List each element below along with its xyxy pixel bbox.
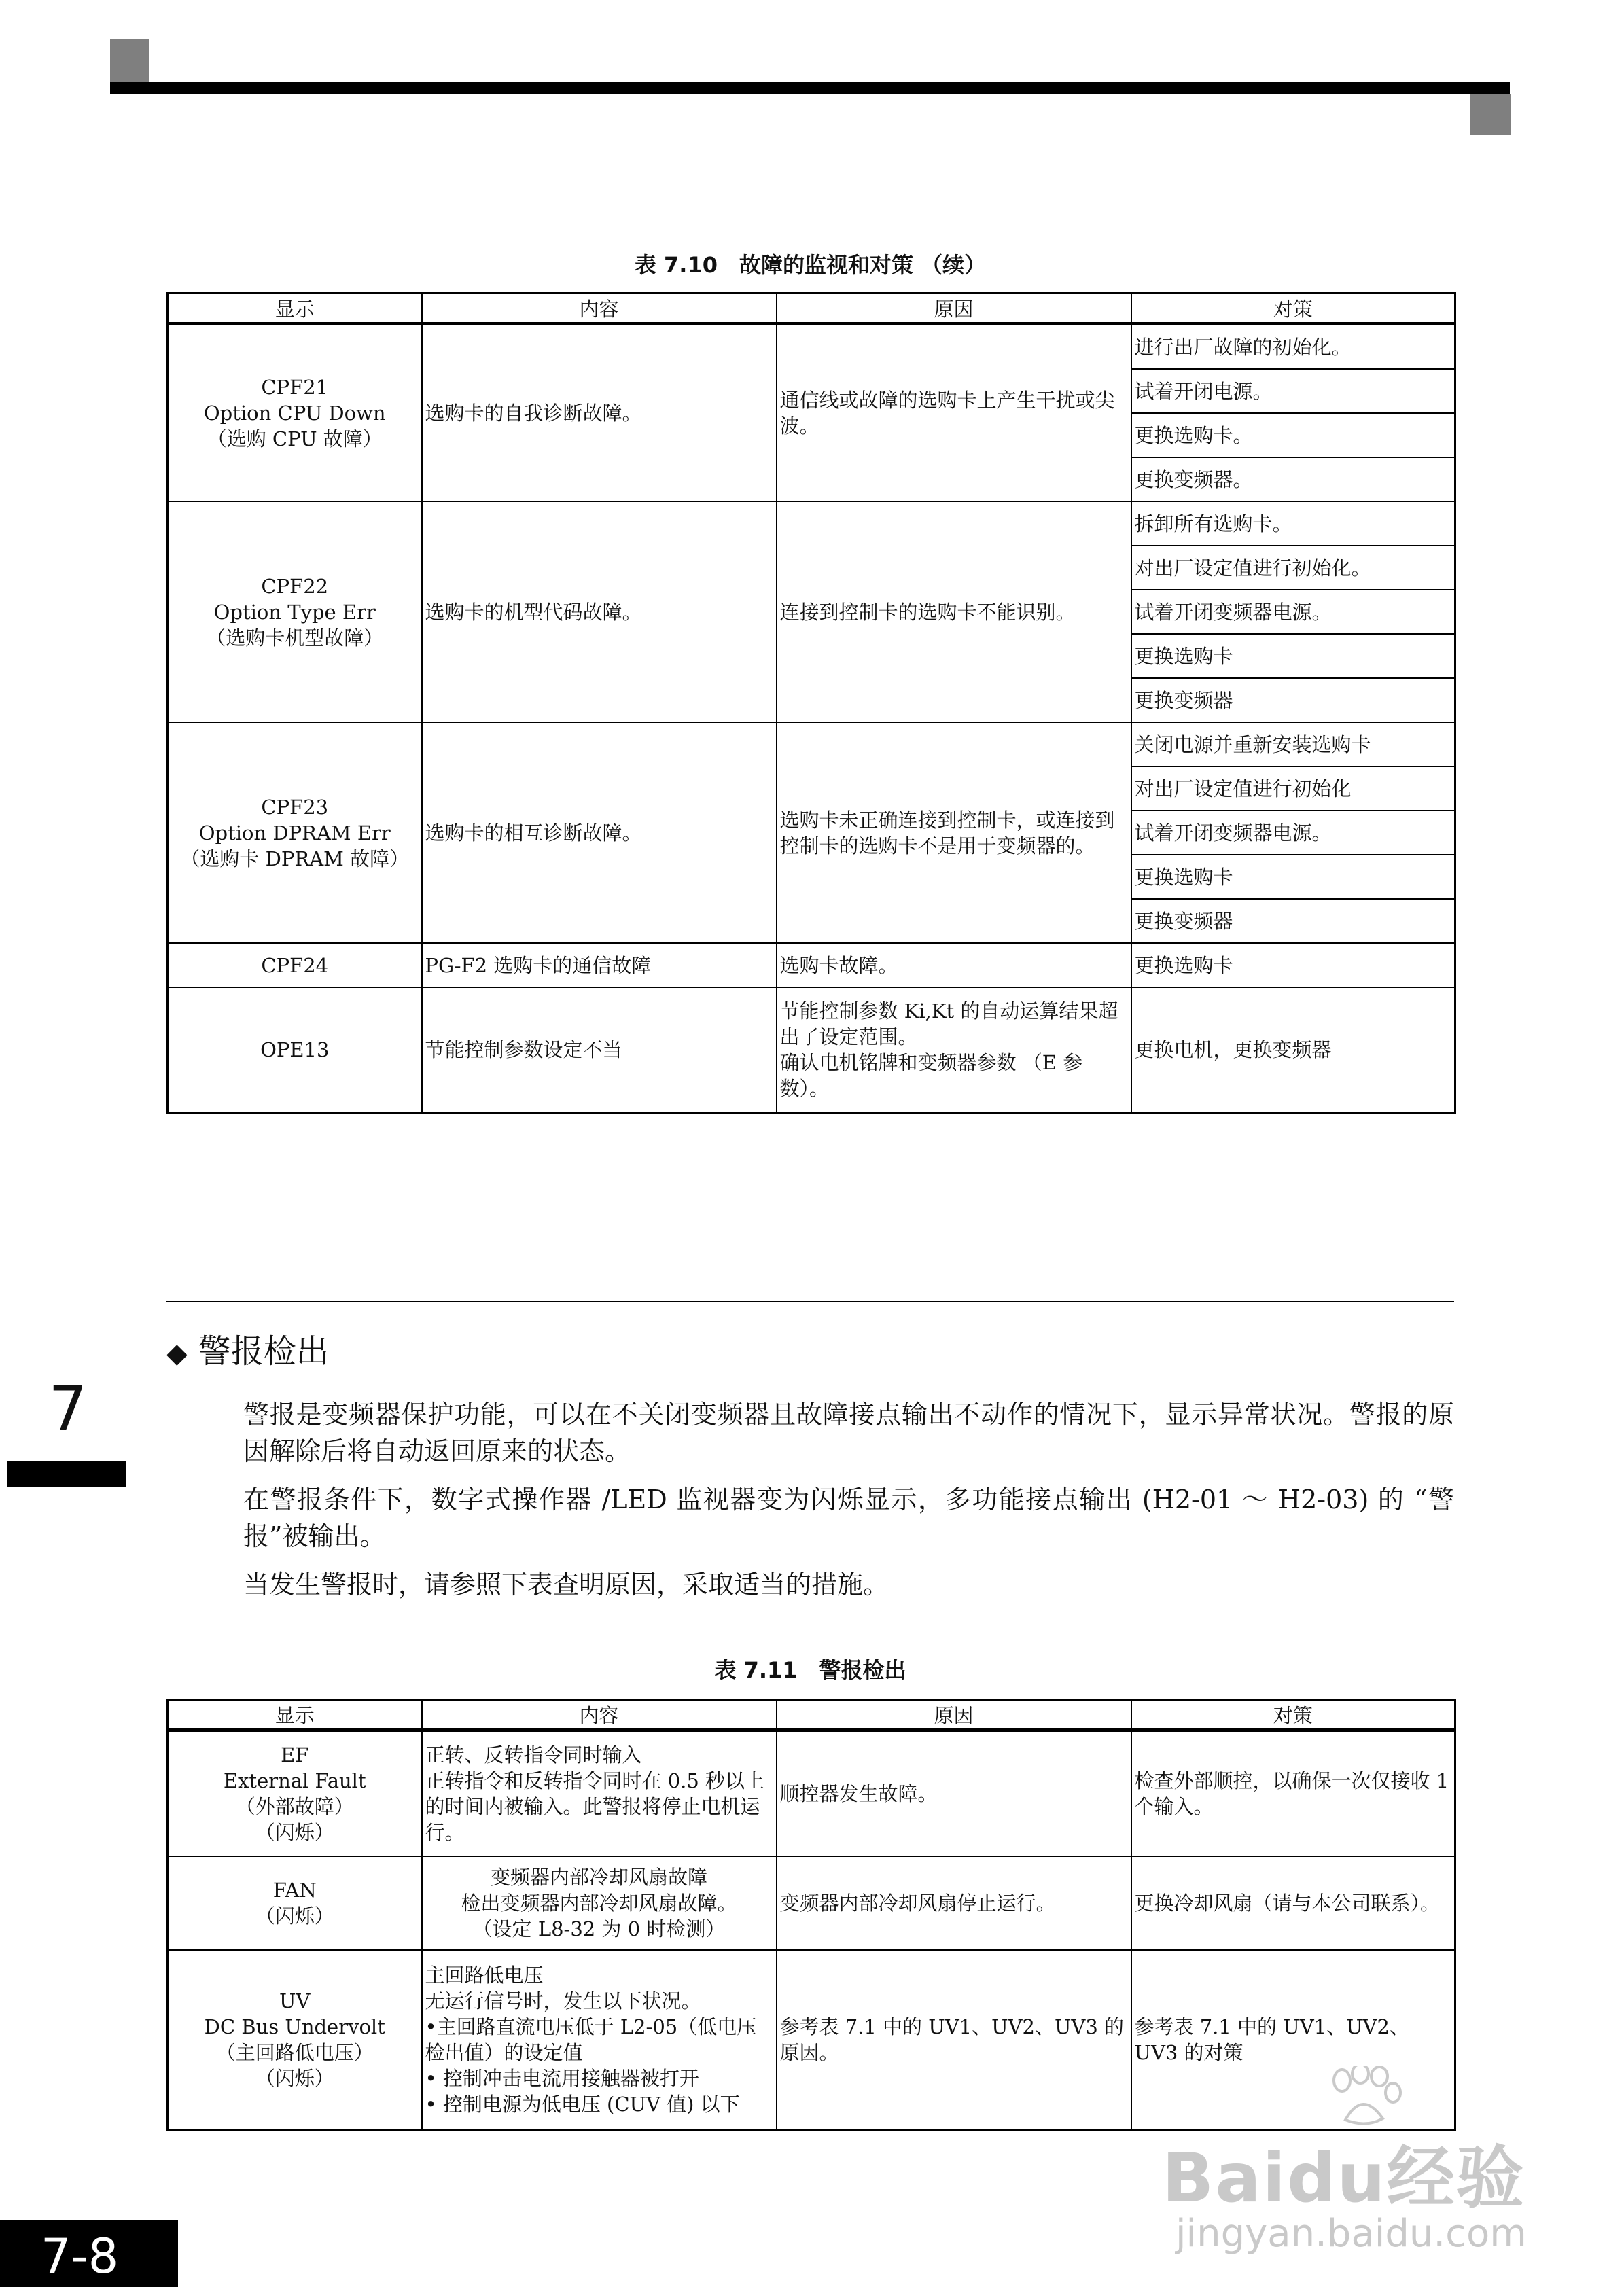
table-row: [168, 943, 1455, 987]
table-710-caption: 表 7.10 故障的监视和对策 （续）: [634, 252, 987, 278]
table-711-header-row: [168, 1700, 1455, 1731]
alarm-code-cell: UV DC Bus Undervolt （主回路低电压） （闪烁）: [168, 1950, 422, 2130]
table-710-header-cause: 原因: [777, 294, 1131, 324]
header-corner-square-right: [1470, 94, 1511, 135]
baidu-jingyan-watermark: [1162, 2066, 1624, 2283]
table-710-header-display: 显示: [168, 294, 422, 324]
fault-measure-cell: 更换选购卡。: [1131, 413, 1455, 457]
fault-cause-cell: 通信线或故障的选购卡上产生干扰或尖波。: [777, 324, 1131, 502]
fault-measure-cell: 试着开闭变频器电源。: [1131, 811, 1455, 855]
alarm-cause-cell: 参考表 7.1 中的 UV1、UV2、UV3 的原因。: [777, 1950, 1131, 2130]
alarm-code-cell: EF External Fault （外部故障） （闪烁）: [168, 1731, 422, 1856]
fault-content-cell: PG-F2 选购卡的通信故障: [422, 943, 777, 987]
fault-content-cell: 选购卡的相互诊断故障。: [422, 722, 777, 943]
table-710-header-row: [168, 294, 1455, 324]
alarm-measure-cell: 参考表 7.1 中的 UV1、UV2、UV3 的对策: [1131, 1950, 1455, 2130]
fault-code-cell: CPF24: [168, 943, 422, 987]
fault-measure-cell: 试着开闭变频器电源。: [1131, 590, 1455, 634]
fault-code-cell: OPE13: [168, 987, 422, 1113]
body-paragraph: 在警报条件下，数字式操作器 /LED 监视器变为闪烁显示，多功能接点输出 (H2-01 ～ H2-03) 的 “警报”被输出。: [243, 1485, 1454, 1551]
fault-measure-cell: 关闭电源并重新安装选购卡: [1131, 722, 1455, 766]
chapter-tab-bar: [7, 1461, 126, 1487]
fault-code-cell: CPF21 Option CPU Down （选购 CPU 故障）: [168, 324, 422, 502]
table-row: [168, 722, 1455, 766]
table-711-header-content: 内容: [422, 1700, 777, 1731]
section-heading-text: 警报检出: [198, 1332, 329, 1370]
table-711-header-measure: 对策: [1131, 1700, 1455, 1731]
fault-content-cell: 选购卡的机型代码故障。: [422, 501, 777, 722]
watermark-brand-text: Baidu经验: [1162, 2138, 1525, 2218]
section-divider: [166, 1301, 1454, 1302]
fault-cause-cell: 选购卡故障。: [777, 943, 1131, 987]
fault-code-cell: CPF23 Option DPRAM Err （选购卡 DPRAM 故障）: [168, 722, 422, 943]
fault-content-cell: 节能控制参数设定不当: [422, 987, 777, 1113]
alarm-measure-cell: 更换冷却风扇（请与本公司联系）。: [1131, 1856, 1455, 1950]
fault-measure-cell: 进行出厂故障的初始化。: [1131, 324, 1455, 370]
alarm-content-cell: 变频器内部冷却风扇故障 检出变频器内部冷却风扇故障。 （设定 L8-32 为 0 时检测）: [422, 1856, 777, 1950]
table-710-header-measure: 对策: [1131, 294, 1455, 324]
header-rule: [110, 82, 1510, 94]
alarm-measure-cell: 检查外部顺控，以确保一次仅接收 1 个输入。: [1131, 1731, 1455, 1856]
table-711-header-display: 显示: [168, 1700, 422, 1731]
alarm-code-cell: FAN （闪烁）: [168, 1856, 422, 1950]
fault-measure-cell: 更换选购卡: [1131, 634, 1455, 678]
table-row: [168, 501, 1455, 546]
page-number: 7-8: [41, 2229, 119, 2284]
fault-measure-cell: 试着开闭电源。: [1131, 369, 1455, 413]
fault-measure-cell: 对出厂设定值进行初始化。: [1131, 546, 1455, 590]
header-corner-square-left: [110, 39, 149, 82]
body-paragraph: 警报是变频器保护功能，可以在不关闭变频器且故障接点输出不动作的情况下，显示异常状况。警报的原因解除后将自动返回原来的状态。: [243, 1400, 1454, 1466]
fault-measure-cell: 拆卸所有选购卡。: [1131, 501, 1455, 546]
table-row: [168, 324, 1455, 370]
table-710-header-content: 内容: [422, 294, 777, 324]
table-row: [168, 1856, 1455, 1950]
table-710: [166, 292, 1456, 1114]
table-row: [168, 1731, 1455, 1856]
alarm-cause-cell: 变频器内部冷却风扇停止运行。: [777, 1856, 1131, 1950]
fault-code-cell: CPF22 Option Type Err （选购卡机型故障）: [168, 501, 422, 722]
fault-measure-cell: 更换选购卡: [1131, 943, 1455, 987]
watermark-url-text: jingyan.baidu.com: [1176, 2212, 1527, 2256]
fault-cause-cell: 选购卡未正确连接到控制卡，或连接到控制卡的选购卡不是用于变频器的。: [777, 722, 1131, 943]
fault-measure-cell: 对出厂设定值进行初始化: [1131, 766, 1455, 811]
fault-measure-cell: 更换变频器: [1131, 899, 1455, 943]
body-paragraph: 当发生警报时，请参照下表查明原因，采取适当的措施。: [243, 1570, 889, 1599]
fault-measure-cell: 更换选购卡: [1131, 855, 1455, 899]
alarm-content-cell: 主回路低电压 无运行信号时，发生以下状况。 •主回路直流电压低于 L2-05（低电压检出值）的设定值 • 控制冲击电流用接触器被打开 • 控制电源为低电压 (CUV 值) 以下: [422, 1950, 777, 2130]
page-number-box: [0, 2220, 178, 2287]
alarm-cause-cell: 顺控器发生故障。: [777, 1731, 1131, 1856]
alarm-content-cell: 正转、反转指令同时输入 正转指令和反转指令同时在 0.5 秒以上的时间内被输入。此警报将停止电机运行。: [422, 1731, 777, 1856]
fault-measure-cell: 更换变频器。: [1131, 457, 1455, 501]
fault-measure-cell: 更换变频器: [1131, 678, 1455, 722]
table-711-header-cause: 原因: [777, 1700, 1131, 1731]
table-row: [168, 987, 1455, 1113]
diamond-bullet-icon: ◆: [166, 1338, 188, 1369]
paw-logo-icon: [1325, 2066, 1407, 2127]
fault-content-cell: 选购卡的自我诊断故障。: [422, 324, 777, 502]
chapter-tab-number: 7: [48, 1374, 88, 1445]
fault-measure-cell: 更换电机，更换变频器: [1131, 987, 1455, 1113]
fault-cause-cell: 连接到控制卡的选购卡不能识别。: [777, 501, 1131, 722]
fault-cause-cell: 节能控制参数 Ki,Kt 的自动运算结果超出了设定范围。 确认电机铭牌和变频器参数 （E 参数）。: [777, 987, 1131, 1113]
section-heading: [166, 1325, 329, 1372]
table-711-caption: 表 7.11 警报检出: [714, 1657, 906, 1683]
